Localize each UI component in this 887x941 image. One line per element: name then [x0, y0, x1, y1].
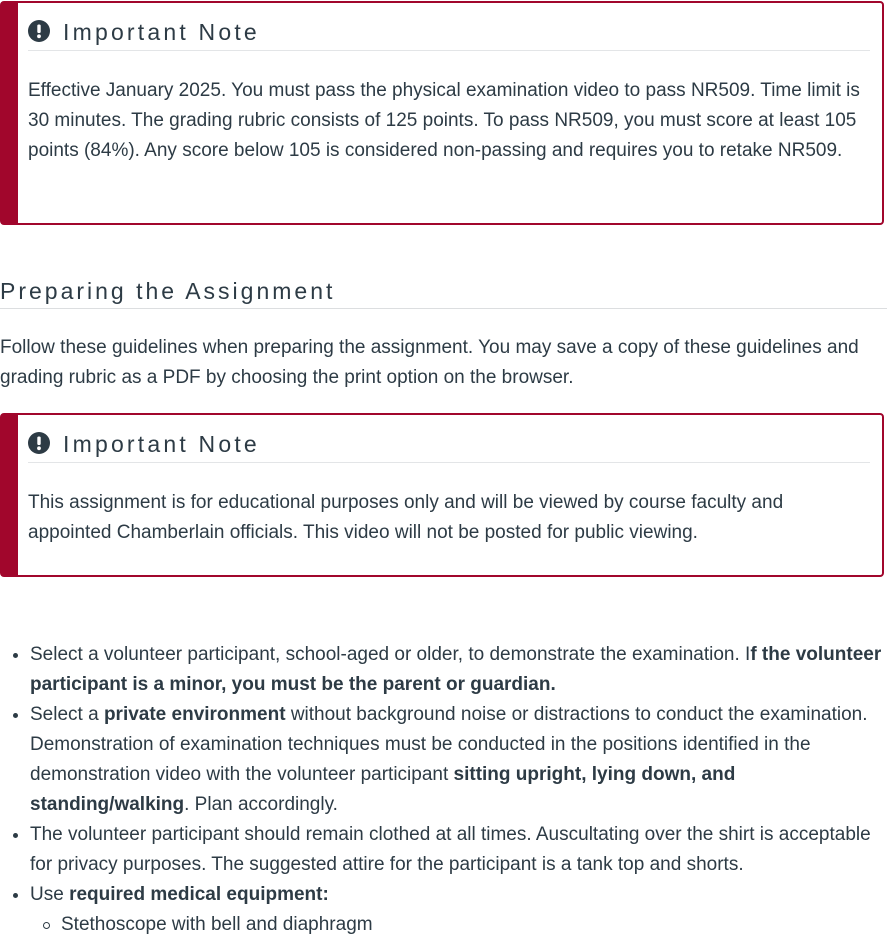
- list-item-equipment: [30, 880, 887, 940]
- list-item-volunteer: [30, 640, 887, 700]
- note-header: [28, 430, 870, 463]
- sublist-item: Stethoscope with bell and diaphragm: [61, 910, 887, 940]
- list-item-text: Select a: [30, 704, 104, 725]
- important-note-2: [0, 413, 884, 577]
- exclamation-circle-icon: [28, 20, 50, 42]
- list-item-text: The volunteer participant should remain clothed at all times. Auscultating over the shirt is acceptable for privacy purposes. The suggested attire for the participant is a tank top and shorts.: [30, 824, 871, 875]
- intro-paragraph: Follow these guidelines when preparing the assignment. You may save a copy of these guidelines and grading rubric as a PDF by choosing the print option on the browser.: [0, 337, 859, 388]
- exclamation-circle-icon: [28, 432, 50, 454]
- list-item-bold: private environment: [103, 704, 286, 725]
- list-item-text: . Plan accordingly.: [184, 794, 338, 815]
- list-item-clothing: [30, 820, 887, 880]
- note-header: [28, 18, 870, 51]
- list-item-text: without background noise or distractions to conduct the examination. Demonstration of examination techniques must be conducted in the positions identified in the demonstration video with the volunteer participant: [30, 704, 868, 785]
- list-item-bold: f the volunteer participant is a minor, you must be the parent or guardian.: [30, 644, 882, 695]
- list-item-bold: required medical equipment:: [69, 884, 329, 905]
- note-body: This assignment is for educational purposes only and will be viewed by course faculty and appointed Chamberlain officials. This video will not be posted for public viewing.: [28, 492, 784, 543]
- important-note-1: [0, 1, 884, 225]
- list-item-text: Use: [30, 884, 70, 905]
- note-body: Effective January 2025. You must pass the physical examination video to pass NR509. Time limit is 30 minutes. The grading rubric consists of 125 points. To pass NR509, you must score at least 105 points (84%). Any score below 105 is considered non-passing and requires you to retake NR509.: [28, 80, 860, 161]
- list-item-environment: [30, 700, 887, 820]
- note-title: Important Note: [63, 431, 260, 457]
- section-heading: Preparing the Assignment: [0, 276, 887, 309]
- list-item-bold: sitting upright, lying down, and standing/walking: [30, 764, 736, 815]
- equipment-sublist: [30, 910, 887, 940]
- list-item-text: Select a volunteer participant, school-aged or older, to demonstrate the examination. I: [30, 644, 751, 665]
- note-title: Important Note: [63, 19, 260, 45]
- guidelines-list: [0, 640, 887, 940]
